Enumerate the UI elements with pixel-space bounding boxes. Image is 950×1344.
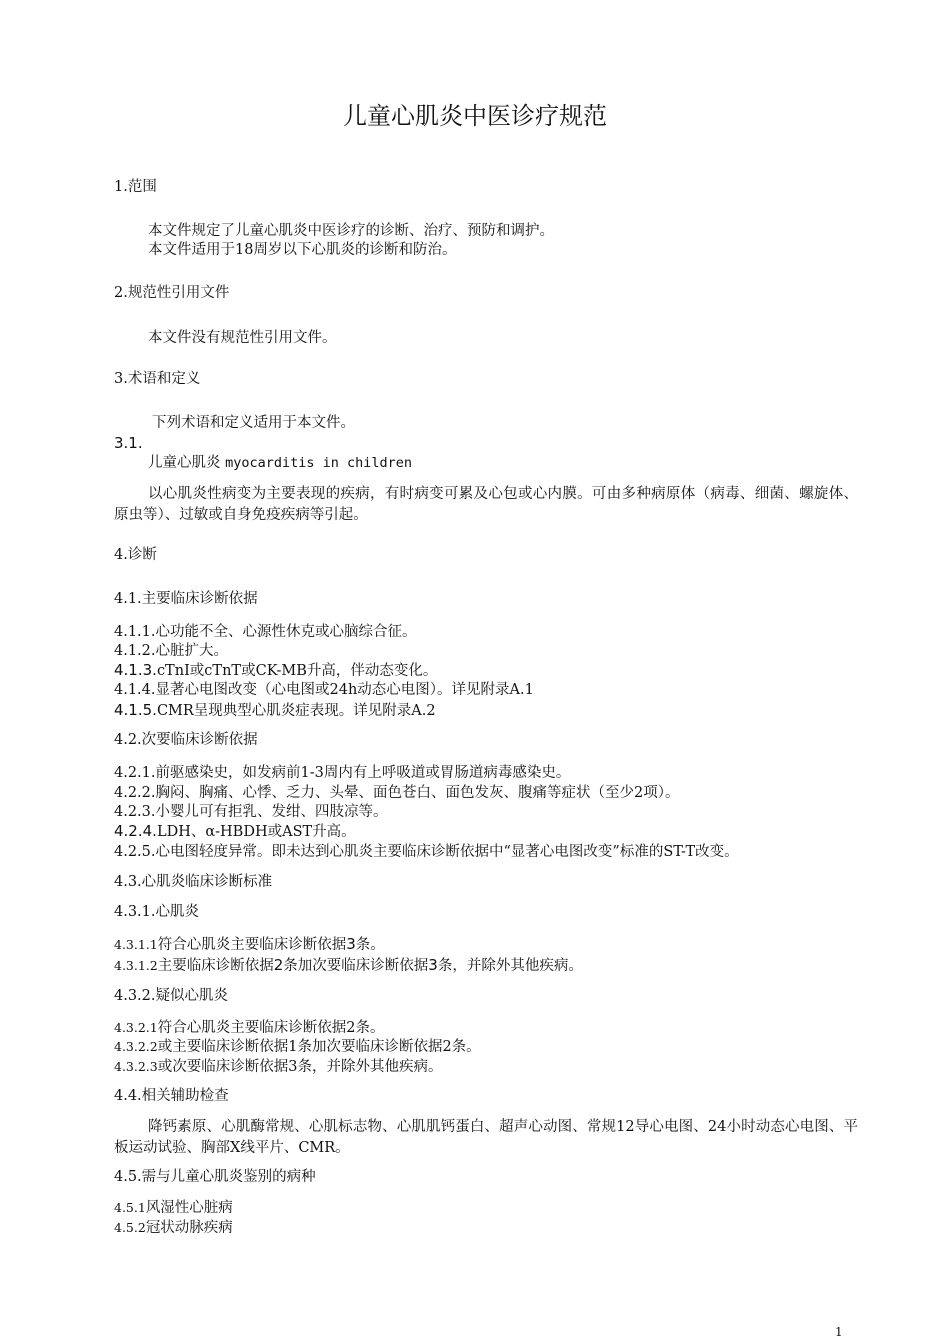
item-4-1-1: 4.1.1.心功能不全、心源性休克或心脑综合征。 xyxy=(114,624,417,640)
item-4-3-1-1-text-a: 符合心肌炎主要临床诊断依据 xyxy=(157,937,347,953)
item-4-3-1-2-text-e: 条，并除外其他疾病。 xyxy=(437,958,583,974)
section-heading-terms: 3.术语和定义 xyxy=(114,371,201,387)
section-heading-diagnosis: 4.诊断 xyxy=(114,547,157,563)
heading-4-3-2: 4.3.2.疑似心肌炎 xyxy=(114,988,229,1004)
item-4-3-2-2-number: 4.3.2.2 xyxy=(114,1039,158,1054)
heading-4-1: 4.1.主要临床诊断依据 xyxy=(114,591,258,607)
item-4-5-2 xyxy=(114,1219,233,1237)
item-4-3-1-2-text-a: 主要临床诊断依据 xyxy=(157,958,274,974)
item-4-3-1-1 xyxy=(114,935,385,954)
term-name-en: myocarditis in children xyxy=(225,455,413,471)
item-4-3-1-2-count-minor: 3 xyxy=(428,956,438,974)
item-4-3-2-3-text: 或次要临床诊断依据3条，并除外其他疾病。 xyxy=(157,1059,443,1075)
item-4-5-2-number: 4.5.2 xyxy=(114,1220,146,1235)
item-4-3-2-1 xyxy=(114,1019,384,1037)
item-4-2-2: 4.2.2.胸闷、胸痛、心悸、乏力、头晕、面色苍白、面色发灰、腹痛等症状（至少2项）。 xyxy=(114,785,680,801)
item-4-5-1 xyxy=(114,1199,233,1217)
item-4-3-1-2-number: 4.3.1.2 xyxy=(114,958,158,973)
item-4-2-4 xyxy=(114,822,356,841)
item-4-3-1-1-number: 4.3.1.1 xyxy=(114,937,158,952)
item-4-5-1-number: 4.5.1 xyxy=(114,1200,146,1215)
item-4-3-1-2-count-main: 2 xyxy=(273,956,284,974)
item-4-5-1-text: 风湿性心脏病 xyxy=(145,1200,233,1216)
term-definition: 以心肌炎性病变为主要表现的疾病，有时病变可累及心包或心内膜。可由多种病原体（病毒、细菌、螺旋体、原虫等）、过敏或自身免疫疾病等引起。 xyxy=(114,486,858,523)
heading-4-5: 4.5.需与儿童心肌炎鉴别的病种 xyxy=(114,1169,316,1185)
scope-paragraph-2: 本文件适用于18周岁以下心肌炎的诊断和防治。 xyxy=(148,242,457,258)
item-4-3-1-1-count: 3 xyxy=(346,935,356,953)
item-4-3-2-2 xyxy=(114,1038,481,1056)
item-4-3-2-1-number: 4.3.2.1 xyxy=(114,1020,158,1035)
item-4-1-3-number: 4.1.3. xyxy=(114,661,157,679)
term-name xyxy=(148,454,412,472)
term-name-cn: 儿童心肌炎 xyxy=(148,455,221,471)
page-number: 1 xyxy=(835,1325,843,1339)
item-4-2-5: 4.2.5.心电图轻度异常。即未达到心肌炎主要临床诊断依据中“显著心电图改变”标准的ST-T改变。 xyxy=(114,844,739,860)
item-4-2-3: 4.2.3.小婴儿可有拒乳、发绀、四肢凉等。 xyxy=(114,804,388,820)
item-4-3-1-2-text-c: 条加次要临床诊断依据 xyxy=(283,958,429,974)
terms-intro: 下列术语和定义适用于本文件。 xyxy=(152,415,355,431)
item-4-1-5-text: CMR呈现典型心肌炎症表现。详见附录A.2 xyxy=(156,703,436,719)
scope-paragraph-1: 本文件规定了儿童心肌炎中医诊疗的诊断、治疗、预防和调护。 xyxy=(148,223,554,239)
item-4-1-2: 4.1.2.心脏扩大。 xyxy=(114,643,229,659)
section-heading-scope: 1.范围 xyxy=(114,179,157,195)
item-4-2-4-text: LDH、α-HBDH或AST升高。 xyxy=(156,824,356,840)
item-4-2-4-number: 4.2.4. xyxy=(114,822,157,840)
document-title: 儿童心肌炎中医诊疗规范 xyxy=(343,102,607,130)
references-paragraph: 本文件没有规范性引用文件。 xyxy=(148,330,337,346)
item-4-1-5-number: 4.1.5. xyxy=(114,701,157,719)
item-4-3-1-1-text-c: 条。 xyxy=(355,937,385,953)
item-4-3-2-1-text: 符合心肌炎主要临床诊断依据2条。 xyxy=(157,1020,385,1036)
item-4-1-3-text: cTnI或cTnT或CK-MB升高，伴动态变化。 xyxy=(156,663,438,679)
heading-4-2: 4.2.次要临床诊断依据 xyxy=(114,732,258,748)
item-4-3-2-2-text: 或主要临床诊断依据1条加次要临床诊断依据2条。 xyxy=(157,1039,481,1055)
item-4-5-2-text: 冠状动脉疾病 xyxy=(145,1220,233,1236)
auxiliary-exams-paragraph: 降钙素原、心肌酶常规、心肌标志物、心肌肌钙蛋白、超声心动图、常规12导心电图、24小时动态心电图、平板运动试验、胸部X线平片、CMR。 xyxy=(114,1119,858,1156)
item-4-3-2-3-number: 4.3.2.3 xyxy=(114,1059,158,1074)
item-4-3-2-3 xyxy=(114,1058,442,1076)
item-4-1-3 xyxy=(114,661,437,680)
item-4-1-5 xyxy=(114,701,436,720)
heading-4-4: 4.4.相关辅助检查 xyxy=(114,1088,229,1104)
heading-4-3: 4.3.心肌炎临床诊断标准 xyxy=(114,874,273,890)
term-number-3-1: 3.1. xyxy=(114,434,143,452)
section-heading-references: 2.规范性引用文件 xyxy=(114,285,230,301)
item-4-3-1-2 xyxy=(114,956,583,975)
item-4-2-1: 4.2.1.前驱感染史，如发病前1-3周内有上呼吸道或胃肠道病毒感染史。 xyxy=(114,765,571,781)
heading-4-3-1: 4.3.1.心肌炎 xyxy=(114,904,200,920)
item-4-1-4: 4.1.4.显著心电图改变（心电图或24h动态心电图）。详见附录A.1 xyxy=(114,682,534,698)
